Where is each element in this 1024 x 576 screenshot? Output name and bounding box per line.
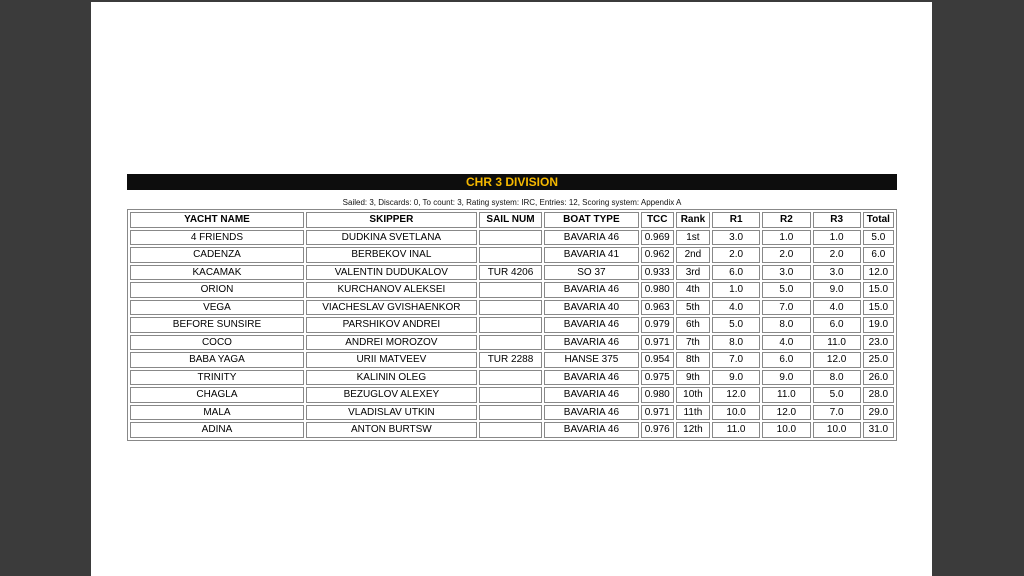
results-table xyxy=(127,209,897,441)
cell-r2: 1.0 xyxy=(762,230,810,246)
cell-r2: 8.0 xyxy=(762,317,810,333)
cell-sail-num xyxy=(479,282,542,298)
cell-r1: 8.0 xyxy=(712,335,760,351)
header-row xyxy=(130,212,894,228)
cell-r3: 6.0 xyxy=(813,317,861,333)
col-yacht-name: YACHT NAME xyxy=(130,212,304,228)
cell-rank: 1st xyxy=(676,230,710,246)
cell-r3: 5.0 xyxy=(813,387,861,403)
cell-sail-num xyxy=(479,335,542,351)
cell-sail-num xyxy=(479,422,542,438)
cell-rank: 10th xyxy=(676,387,710,403)
cell-r2: 4.0 xyxy=(762,335,810,351)
table-row xyxy=(130,405,894,421)
cell-skipper: PARSHIKOV ANDREI xyxy=(306,317,477,333)
cell-r3: 10.0 xyxy=(813,422,861,438)
division-title: CHR 3 DIVISION xyxy=(127,174,897,190)
cell-r1: 1.0 xyxy=(712,282,760,298)
cell-yacht-name: CADENZA xyxy=(130,247,304,263)
cell-skipper: VIACHESLAV GVISHAENKOR xyxy=(306,300,477,316)
col-r2: R2 xyxy=(762,212,810,228)
cell-tcc: 0.971 xyxy=(641,405,674,421)
cell-yacht-name: BABA YAGA xyxy=(130,352,304,368)
cell-sail-num: TUR 2288 xyxy=(479,352,542,368)
cell-r2: 10.0 xyxy=(762,422,810,438)
cell-rank: 7th xyxy=(676,335,710,351)
cell-yacht-name: TRINITY xyxy=(130,370,304,386)
cell-skipper: KURCHANOV ALEKSEI xyxy=(306,282,477,298)
document-page xyxy=(91,2,932,576)
cell-sail-num xyxy=(479,387,542,403)
col-boat-type: BOAT TYPE xyxy=(544,212,639,228)
cell-r1: 7.0 xyxy=(712,352,760,368)
cell-yacht-name: 4 FRIENDS xyxy=(130,230,304,246)
cell-sail-num xyxy=(479,405,542,421)
cell-sail-num xyxy=(479,317,542,333)
table-row xyxy=(130,335,894,351)
cell-skipper: VLADISLAV UTKIN xyxy=(306,405,477,421)
cell-yacht-name: KACAMAK xyxy=(130,265,304,281)
col-rank: Rank xyxy=(676,212,710,228)
cell-tcc: 0.975 xyxy=(641,370,674,386)
cell-r1: 11.0 xyxy=(712,422,760,438)
table-row xyxy=(130,300,894,316)
cell-r2: 3.0 xyxy=(762,265,810,281)
cell-tcc: 0.933 xyxy=(641,265,674,281)
cell-r3: 11.0 xyxy=(813,335,861,351)
cell-tcc: 0.963 xyxy=(641,300,674,316)
cell-total: 26.0 xyxy=(863,370,894,386)
cell-sail-num xyxy=(479,370,542,386)
cell-boat-type: BAVARIA 41 xyxy=(544,247,639,263)
cell-yacht-name: ADINA xyxy=(130,422,304,438)
cell-boat-type: BAVARIA 46 xyxy=(544,370,639,386)
cell-r1: 5.0 xyxy=(712,317,760,333)
cell-yacht-name: VEGA xyxy=(130,300,304,316)
cell-rank: 5th xyxy=(676,300,710,316)
cell-skipper: ANDREI MOROZOV xyxy=(306,335,477,351)
cell-rank: 8th xyxy=(676,352,710,368)
cell-tcc: 0.980 xyxy=(641,387,674,403)
table-row xyxy=(130,370,894,386)
cell-rank: 2nd xyxy=(676,247,710,263)
cell-total: 15.0 xyxy=(863,282,894,298)
cell-rank: 12th xyxy=(676,422,710,438)
cell-r2: 6.0 xyxy=(762,352,810,368)
cell-r1: 9.0 xyxy=(712,370,760,386)
cell-r3: 8.0 xyxy=(813,370,861,386)
cell-r3: 7.0 xyxy=(813,405,861,421)
cell-r1: 4.0 xyxy=(712,300,760,316)
col-r3: R3 xyxy=(813,212,861,228)
cell-skipper: VALENTIN DUDUKALOV xyxy=(306,265,477,281)
cell-total: 15.0 xyxy=(863,300,894,316)
cell-boat-type: BAVARIA 46 xyxy=(544,335,639,351)
cell-r3: 3.0 xyxy=(813,265,861,281)
cell-boat-type: BAVARIA 46 xyxy=(544,422,639,438)
cell-rank: 6th xyxy=(676,317,710,333)
cell-r2: 12.0 xyxy=(762,405,810,421)
cell-total: 19.0 xyxy=(863,317,894,333)
cell-total: 28.0 xyxy=(863,387,894,403)
cell-r1: 6.0 xyxy=(712,265,760,281)
cell-rank: 4th xyxy=(676,282,710,298)
cell-yacht-name: CHAGLA xyxy=(130,387,304,403)
cell-r2: 7.0 xyxy=(762,300,810,316)
cell-sail-num xyxy=(479,300,542,316)
cell-r3: 4.0 xyxy=(813,300,861,316)
cell-boat-type: BAVARIA 46 xyxy=(544,405,639,421)
cell-r1: 2.0 xyxy=(712,247,760,263)
col-tcc: TCC xyxy=(641,212,674,228)
cell-tcc: 0.969 xyxy=(641,230,674,246)
cell-r3: 1.0 xyxy=(813,230,861,246)
cell-tcc: 0.971 xyxy=(641,335,674,351)
cell-total: 31.0 xyxy=(863,422,894,438)
cell-r2: 2.0 xyxy=(762,247,810,263)
table-row xyxy=(130,265,894,281)
table-row xyxy=(130,352,894,368)
cell-skipper: BERBEKOV INAL xyxy=(306,247,477,263)
race-info: Sailed: 3, Discards: 0, To count: 3, Rating system: IRC, Entries: 12, Scoring system: Appendix A xyxy=(342,198,682,207)
table-row xyxy=(130,317,894,333)
cell-sail-num: TUR 4206 xyxy=(479,265,542,281)
cell-rank: 11th xyxy=(676,405,710,421)
cell-r2: 9.0 xyxy=(762,370,810,386)
cell-skipper: KALININ OLEG xyxy=(306,370,477,386)
cell-total: 23.0 xyxy=(863,335,894,351)
table-row xyxy=(130,247,894,263)
cell-r3: 12.0 xyxy=(813,352,861,368)
cell-boat-type: SO 37 xyxy=(544,265,639,281)
cell-sail-num xyxy=(479,247,542,263)
cell-tcc: 0.962 xyxy=(641,247,674,263)
table-row xyxy=(130,230,894,246)
col-total: Total xyxy=(863,212,894,228)
cell-yacht-name: ORION xyxy=(130,282,304,298)
cell-sail-num xyxy=(479,230,542,246)
cell-boat-type: BAVARIA 40 xyxy=(544,300,639,316)
cell-tcc: 0.979 xyxy=(641,317,674,333)
cell-boat-type: BAVARIA 46 xyxy=(544,387,639,403)
cell-skipper: URII MATVEEV xyxy=(306,352,477,368)
cell-total: 25.0 xyxy=(863,352,894,368)
cell-yacht-name: COCO xyxy=(130,335,304,351)
cell-yacht-name: BEFORE SUNSIRE xyxy=(130,317,304,333)
cell-boat-type: BAVARIA 46 xyxy=(544,282,639,298)
cell-total: 12.0 xyxy=(863,265,894,281)
cell-total: 29.0 xyxy=(863,405,894,421)
cell-tcc: 0.976 xyxy=(641,422,674,438)
cell-boat-type: BAVARIA 46 xyxy=(544,230,639,246)
table-row xyxy=(130,282,894,298)
col-sail-num: SAIL NUM xyxy=(479,212,542,228)
results-body xyxy=(130,230,894,438)
col-skipper: SKIPPER xyxy=(306,212,477,228)
cell-r1: 3.0 xyxy=(712,230,760,246)
cell-boat-type: HANSE 375 xyxy=(544,352,639,368)
cell-total: 5.0 xyxy=(863,230,894,246)
cell-r3: 2.0 xyxy=(813,247,861,263)
cell-skipper: BEZUGLOV ALEXEY xyxy=(306,387,477,403)
cell-tcc: 0.980 xyxy=(641,282,674,298)
table-row xyxy=(130,422,894,438)
cell-skipper: DUDKINA SVETLANA xyxy=(306,230,477,246)
cell-r2: 11.0 xyxy=(762,387,810,403)
cell-boat-type: BAVARIA 46 xyxy=(544,317,639,333)
cell-rank: 9th xyxy=(676,370,710,386)
cell-r3: 9.0 xyxy=(813,282,861,298)
cell-r2: 5.0 xyxy=(762,282,810,298)
cell-skipper: ANTON BURTSW xyxy=(306,422,477,438)
cell-r1: 12.0 xyxy=(712,387,760,403)
cell-rank: 3rd xyxy=(676,265,710,281)
col-r1: R1 xyxy=(712,212,760,228)
cell-r1: 10.0 xyxy=(712,405,760,421)
table-row xyxy=(130,387,894,403)
cell-total: 6.0 xyxy=(863,247,894,263)
cell-tcc: 0.954 xyxy=(641,352,674,368)
cell-yacht-name: MALA xyxy=(130,405,304,421)
